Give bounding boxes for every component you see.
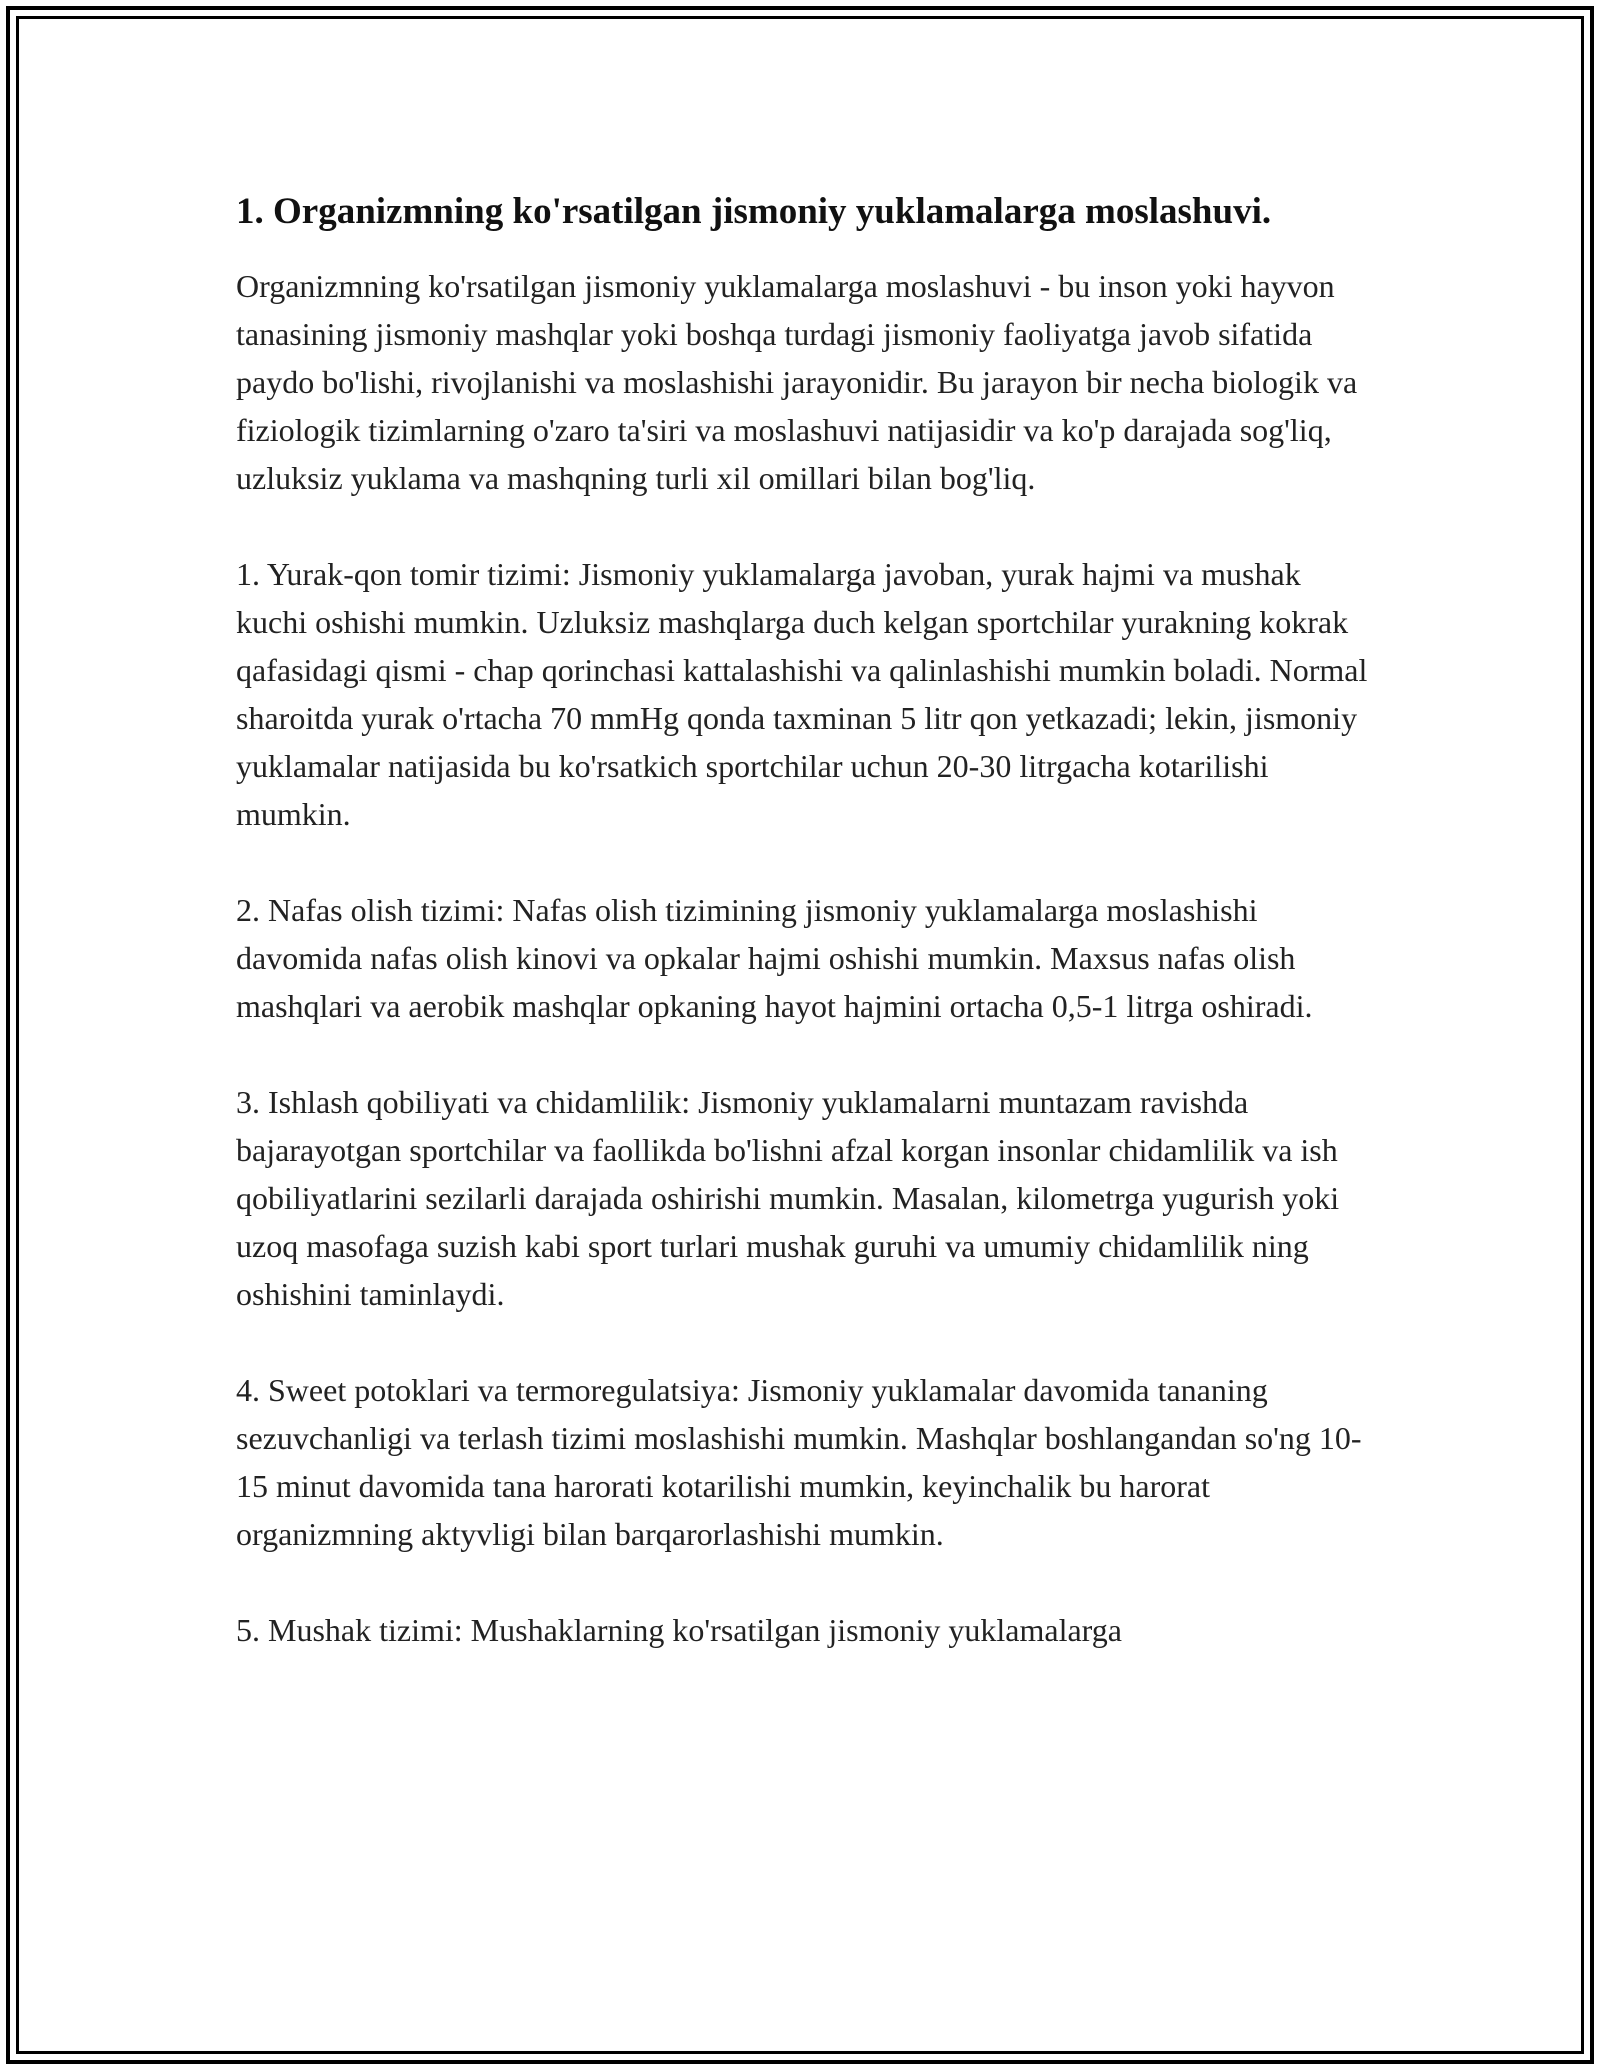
- paragraph-muscular: 5. Mushak tizimi: Mushaklarning ko'rsatilgan jismoniy yuklamalarga: [236, 1612, 1122, 1648]
- paragraph-cardiovascular: 1. Yurak-qon tomir tizimi: Jismoniy yuklamalarga javoban, yurak hajmi va mushak kuchi oshishi mumkin. Uzluksiz mashqlarga duch kelgan sportchilar yurakning kokrak qafasidagi qismi - chap qorinchasi kattalashishi va qalinlashishi mumkin boladi. Normal sharoitda yurak o'rtacha 70 mmHg qonda taxminan 5 litr qon yetkazadi; lekin, jismoniy yuklamalar natijasida bu ko'rsatkich sportchilar uchun 20-30 litrgacha kotarilishi mumkin.: [236, 556, 1368, 832]
- paragraph-respiratory: 2. Nafas olish tizimi: Nafas olish tizimining jismoniy yuklamalarga moslashishi davomida nafas olish kinovi va opkalar hajmi oshishi mumkin. Maxsus nafas olish mashqlari va aerobik mashqlar opkaning hayot hajmini ortacha 0,5-1 litrga oshiradi.: [236, 892, 1313, 1024]
- paragraph-thermoregulation: 4. Sweet potoklari va termoregulatsiya: Jismoniy yuklamalar davomida tananing sezuvchanligi va terlash tizimi moslashishi mumkin. Mashqlar boshlangandan so'ng 10-15 minut davomida tana harorati kotarilishi mumkin, keyinchalik bu harorat organizmning aktyvligi bilan barqarorlashishi mumkin.: [236, 1372, 1362, 1552]
- section-heading: 1. Organizmning ko'rsatilgan jismoniy yuklamalarga moslashuvi.: [236, 191, 1272, 232]
- document-body: [236, 188, 1376, 1702]
- intro-paragraph: Organizmning ko'rsatilgan jismoniy yuklamalarga moslashuvi - bu inson yoki hayvon tanasining jismoniy mashqlar yoki boshqa turdagi jismoniy faoliyatga javob sifatida paydo bo'lishi, rivojlanishi va moslashishi jarayonidir. Bu jarayon bir necha biologik va fiziologik tizimlarning o'zaro ta'siri va moslashuvi natijasidir va ko'p darajada sog'liq, uzluksiz yuklama va mashqning turli xil omillari bilan bog'liq.: [236, 268, 1358, 496]
- paragraph-endurance: 3. Ishlash qobiliyati va chidamlilik: Jismoniy yuklamalarni muntazam ravishda bajarayotgan sportchilar va faollikda bo'lishni afzal korgan insonlar chidamlilik va ish qobiliyatlarini sezilarli darajada oshirishi mumkin. Masalan, kilometrga yugurish yoki uzoq masofaga suzish kabi sport turlari mushak guruhi va umumiy chidamlilik ning oshishini taminlaydi.: [236, 1084, 1340, 1312]
